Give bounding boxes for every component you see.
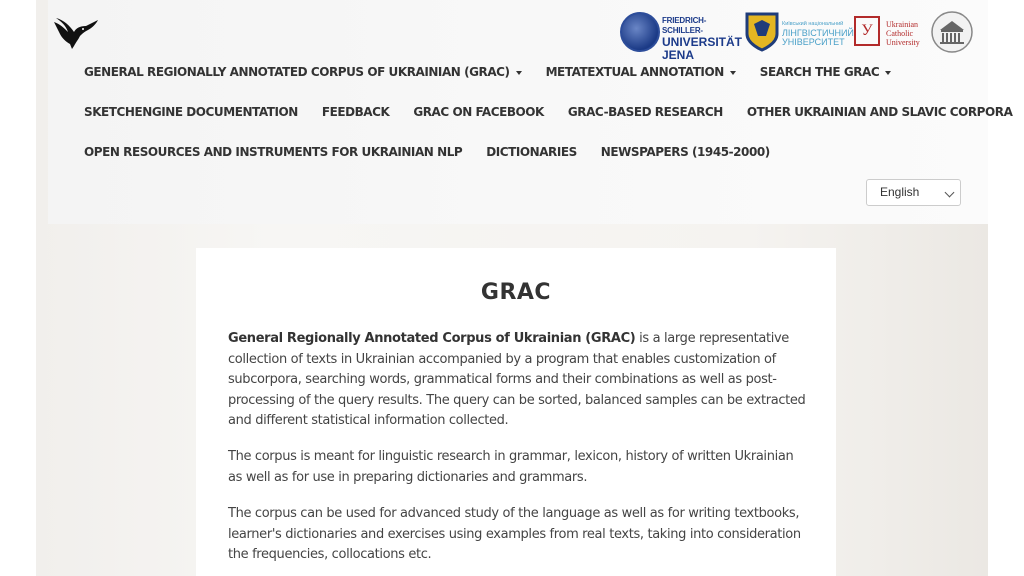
jena-seal-icon [620,12,660,52]
purpose-paragraph: The corpus is meant for linguistic research in grammar, lexicon, history of written Ukrainian as well as for use in preparing dictionaries and grammars. [228,449,794,485]
intro-bold-term: General Regionally Annotated Corpus of Ukrainian (GRAC) [228,331,636,346]
caret-down-icon [516,71,522,75]
nav-item-dictionaries[interactable]: DICTIONARIES [486,145,577,159]
content-card [196,248,836,576]
caret-down-icon [885,71,891,75]
ucu-logo-line1: Ukrainian [886,20,918,29]
ucu-logo[interactable] [854,10,926,54]
jena-logo-line1: FRIEDRICH-SCHILLER- [662,16,707,35]
usage-paragraph: The corpus can be used for advanced study of the language as well as for writing textbooks, learner's dictionaries and exercises using examples from real texts, taking into consideration the frequencies, collocations etc. [228,506,801,562]
jena-logo-line3: JENA [662,48,695,62]
lingv-logo-line1: Київський національний [782,21,844,27]
university-building-logo[interactable] [930,10,974,54]
nav-item-metatextual-annotation[interactable]: METATEXTUAL ANNOTATION [534,65,748,79]
language-select-value: English [880,185,920,199]
nav-item-open-resources[interactable]: OPEN RESOURCES AND INSTRUMENTS FOR UKRAINIAN NLP [84,145,463,159]
building-icon [930,10,974,54]
nav-row [72,92,1024,132]
nav-item-feedback[interactable]: FEEDBACK [321,105,390,119]
partner-logos [618,10,978,62]
nav-item-grac-based-research[interactable]: GRAC-BASED RESEARCH [567,105,723,119]
kyiv-linguistic-university-logo[interactable] [744,10,854,54]
intro-paragraph-text: is a large representative collection of texts in Ukrainian accompanied by a program that enables customization of subcorpora, searching words, grammatical forms and their combinations as well as post-processing of the query results. The query can be sorted, balanced samples can be extracted and different statistical information collected. [228,331,806,428]
nav-row [72,132,782,172]
nav-row [72,52,903,92]
lingv-logo-line2: ЛІНГВІСТИЧНИЙ [782,28,854,38]
nav-item-sketchengine-docs[interactable]: SKETCHENGINE DOCUMENTATION [84,105,298,119]
intro-paragraph [228,329,808,432]
nav-item-search-the-grac[interactable]: SEARCH THE GRAC [748,65,903,79]
ucu-logo-line2: Catholic [886,29,914,38]
nav-item-grac[interactable]: GENERAL REGIONALLY ANNOTATED CORPUS OF UKRAINIAN (GRAC) [72,65,534,79]
nav-item-grac-on-facebook[interactable]: GRAC ON FACEBOOK [413,105,544,119]
lingv-logo-line3: УНІВЕРСИТЕТ [782,37,845,47]
caret-down-icon [730,71,736,75]
jena-logo-line2: UNIVERSITÄT [662,35,743,49]
chevron-down-icon [945,188,955,198]
grac-logo-bird-icon[interactable] [52,16,100,50]
nav-item-newspapers[interactable]: NEWSPAPERS (1945-2000) [600,145,770,159]
page-title: GRAC [480,280,552,305]
shield-icon [744,12,780,52]
jena-university-logo[interactable] [618,10,743,62]
ucu-emblem-icon: У [854,16,880,46]
ucu-logo-line3: University [886,38,920,47]
nav-item-other-corpora[interactable]: OTHER UKRAINIAN AND SLAVIC CORPORA [746,105,1013,119]
language-select[interactable] [866,179,961,206]
